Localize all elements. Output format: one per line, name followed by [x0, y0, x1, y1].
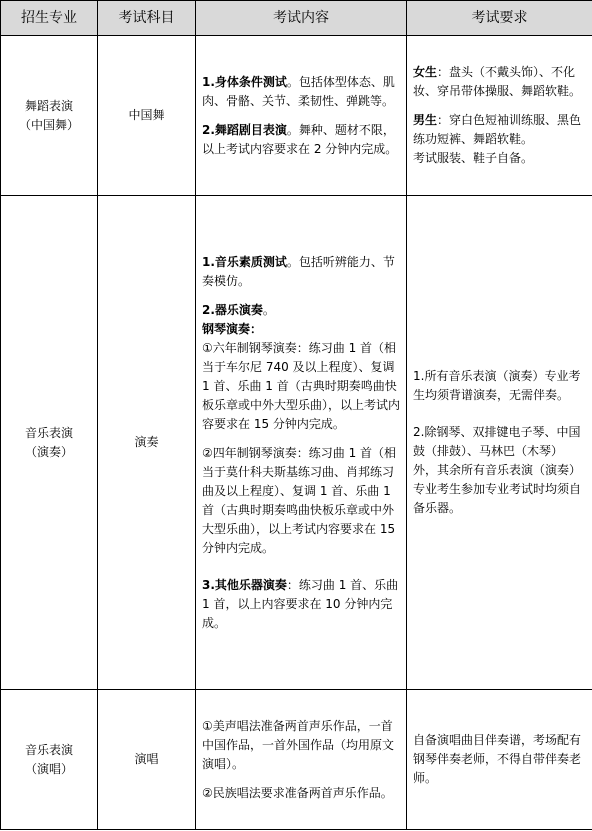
requirement-label: 女生: [413, 65, 438, 79]
requirement-cell: [407, 36, 592, 196]
subject-cell: 演奏: [98, 196, 196, 690]
major-direction: （中国舞）: [18, 117, 79, 132]
requirement-cell: [407, 196, 592, 690]
requirement-text: ：穿白色短袖训练服、黑色练功短裤、舞蹈软鞋。: [413, 113, 582, 146]
table-row: [1, 690, 592, 830]
table-row: [1, 36, 592, 196]
content-item-text: 。包括听辨能力、节奏模仿。: [202, 254, 395, 288]
header-major: 招生专业: [1, 1, 98, 36]
content-item: [202, 576, 400, 633]
piano-six-year: ①六年制钢琴演奏：练习曲 1 首（相当于车尔尼 740 及以上程度）、复调 1 首、乐曲 1 首（古典时期奏鸣曲快板乐章或中外大型乐曲），以上考试内容要求在 15 分钟内完成。: [202, 340, 401, 431]
subject-cell: 演唱: [98, 690, 196, 830]
requirement-item: 自备演唱曲目伴奏谱，考场配有钢琴伴奏老师，不得自带伴奏老师。: [413, 733, 582, 785]
major-cell: [1, 690, 98, 830]
vocal-bel-canto: ①美声唱法准备两首声乐作品，一首中国作品，一首外国作品（均用原文演唱）。: [202, 718, 395, 771]
requirement-item: [413, 63, 586, 101]
content-item-title: 1.身体条件测试: [202, 74, 287, 89]
major-cell: [1, 36, 98, 196]
content-item-title: 3.其他乐器演奏: [202, 577, 287, 592]
header-content: 考试内容: [196, 1, 407, 36]
major-name: 音乐表演: [24, 425, 73, 440]
requirement-note: 考试服装、鞋子自备。: [413, 151, 534, 165]
subject-cell: 中国舞: [98, 36, 196, 196]
content-item-title: 2.器乐演奏: [202, 302, 263, 317]
vocal-folk: ②民族唱法要求准备两首声乐作品。: [202, 785, 393, 800]
major-direction: （演唱）: [24, 761, 73, 776]
content-cell: [196, 690, 407, 830]
content-item: [202, 301, 400, 320]
content-cell: [196, 196, 407, 690]
table-header-row: [1, 1, 592, 36]
content-item-title: 2.舞蹈剧目表演: [202, 122, 287, 137]
content-item-text: ：练习曲 1 首、乐曲 1 首，以上内容要求在 10 分钟内完成。: [202, 577, 399, 630]
content-item: [202, 73, 400, 111]
header-requirement: 考试要求: [407, 1, 592, 36]
major-name: 音乐表演: [24, 742, 73, 757]
requirement-item: [413, 111, 586, 149]
content-cell: [196, 36, 407, 196]
major-name: 舞蹈表演: [24, 98, 73, 113]
header-subject: 考试科目: [98, 1, 196, 36]
table-row: [1, 196, 592, 690]
piano-four-year: ②四年制钢琴演奏：练习曲 1 首（相当于莫什科夫斯基练习曲、肖邦练习曲及以上程度）、复调 1 首、乐曲 1 首（古典时期奏鸣曲快板乐章或中外大型乐曲），以上考试内容要求在 15 分钟内完成。: [202, 445, 397, 555]
piano-title: 钢琴演奏：: [202, 321, 263, 336]
content-item-title: 1.音乐素质测试: [202, 254, 287, 269]
content-item-text: 。: [262, 302, 275, 317]
major-cell: [1, 196, 98, 690]
requirement-item: 1.所有音乐表演（演奏）专业考生均须背谱演奏，无需伴奏。: [413, 369, 581, 402]
requirement-label: 男生: [413, 113, 438, 127]
major-direction: （演奏）: [24, 444, 73, 459]
content-item-text: 。包括体型体态、肌肉、骨骼、关节、柔韧性、弹跳等。: [202, 74, 395, 108]
content-item: [202, 253, 400, 291]
requirement-item: 2.除钢琴、双排键电子琴、中国鼓（排鼓）、马林巴（木琴）外，其余所有音乐表演（演奏）专业考生参加专业考试时均须自备乐器。: [413, 425, 582, 515]
requirement-text: ：盘头（不戴头饰）、不化妆、穿吊带体操服、舞蹈软鞋。: [413, 65, 582, 98]
content-item: [202, 121, 400, 159]
requirement-cell: [407, 690, 592, 830]
content-item-text: 。舞种、题材不限，以上考试内容要求在 2 分钟内完成。: [202, 122, 398, 156]
